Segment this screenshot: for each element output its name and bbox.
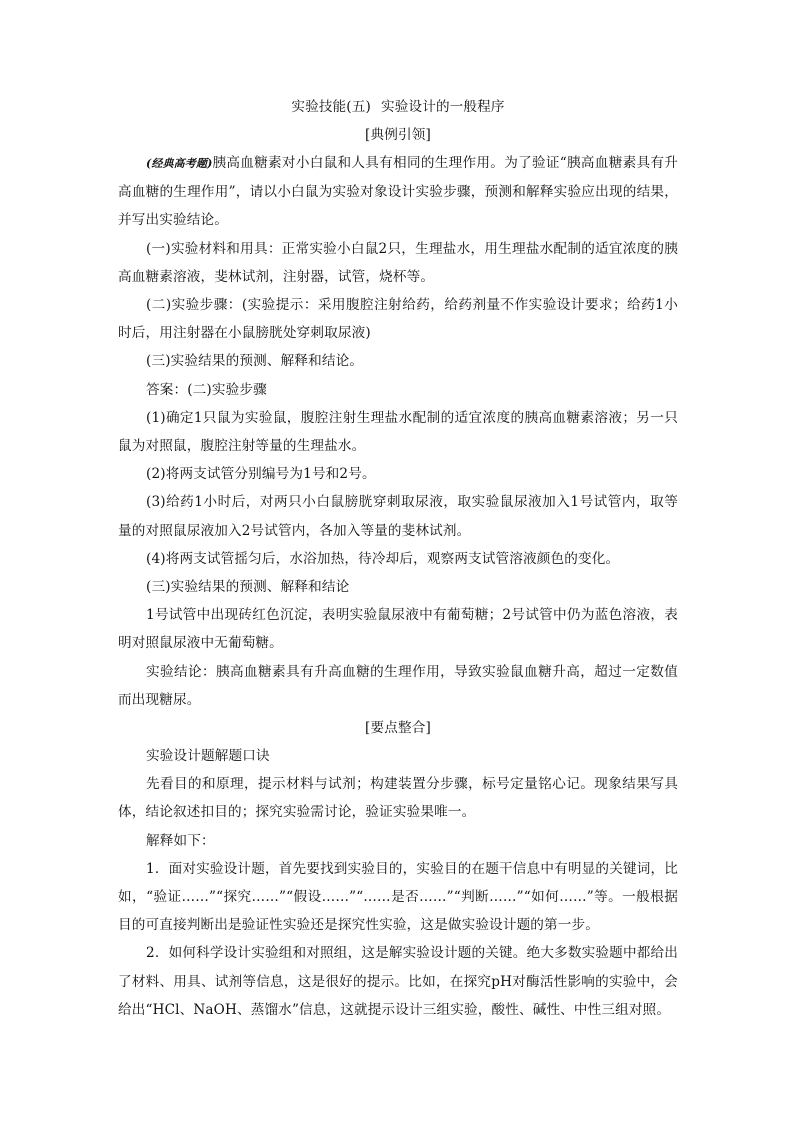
page-title: [118, 93, 678, 121]
answer-step-3: (3)给药1小时后，对两只小白鼠膀胱穿刺取尿液，取实验鼠尿液加入1号试管内，取等量的对照鼠尿液加入2号试管内，各加入等量的斐林试剂。: [118, 494, 678, 539]
key-point-1: 1．面对实验设计题，首先要找到实验目的，实验目的在题干信息中有明显的关键词，比如，“验证……”“探究……”“假设……”“……是否……”“判断……”“如何……”等。一般根据目的可直接判断出是验证性实验还是探究性实验，这是做实验设计题的第一步。: [118, 860, 678, 934]
results-heading: (三)实验结果的预测、解释和结论。: [146, 353, 364, 370]
answer-results-heading: (三)实验结果的预测、解释和结论: [146, 579, 350, 596]
source-tag: (经典高考题): [146, 157, 213, 170]
answer-step-4: (4)将两支试管摇匀后，水浴加热，待冷却后，观察两支试管溶液颜色的变化。: [146, 550, 620, 567]
key-point-2: 2．如何科学设计实验组和对照组，这是解实验设计题的关键。绝大多数实验题中都给出了材料、用具、试剂等信息，这是很好的提示。比如，在探究pH对酶活性影响的实验中，会给出“HCl、NaOH、蒸馏水”信息，这就提示设计三组实验，酸性、碱性、中性三组对照。: [118, 945, 678, 1018]
section-heading-example: [典例引领]: [365, 127, 431, 143]
example-intro-text: 胰高血糖素对小白鼠和人具有相同的生理作用。为了验证“胰高血糖素具有升高血糖的生理作用”，请以小白鼠为实验对象设计实验步骤，预测和解释实验应出现的结果，并写出实验结论。: [118, 155, 678, 229]
steps-paragraph: (二)实验步骤：(实验提示：采用腹腔注射给药，给药剂量不作实验设计要求；给药1小时后，用注射器在小鼠膀胱处穿刺取尿液): [118, 297, 678, 342]
answer-results-paragraph: 1号试管中出现砖红色沉淀，表明实验鼠尿液中有葡萄糖；2号试管中仍为蓝色溶液，表明对照鼠尿液中无葡萄糖。: [118, 607, 678, 652]
materials-paragraph: (一)实验材料和用具：正常实验小白鼠2只，生理盐水，用生理盐水配制的适宜浓度的胰高血糖素溶液，斐林试剂，注射器，试管，烧杯等。: [118, 240, 678, 285]
title-part-2: 实验设计的一般程序: [380, 99, 505, 115]
mnemonic-paragraph: 先看目的和原理，提示材料与试剂；构建装置分步骤，标号定量铭心记。现象结果写具体，结论叙述扣目的；探究实验需讨论，验证实验果唯一。: [118, 776, 678, 821]
mnemonic-title: 实验设计题解题口诀: [146, 748, 270, 765]
section-heading-key-points: [要点整合]: [365, 720, 431, 737]
answer-step-1: (1)确定1只鼠为实验鼠，腹腔注射生理盐水配制的适宜浓度的胰高血糖素溶液；另一只鼠为对照鼠，腹腔注射等量的生理盐水。: [118, 409, 678, 455]
explain-label: 解释如下：: [146, 832, 215, 849]
answer-label: 答案：(二)实验步骤: [146, 381, 267, 398]
example-intro-paragraph: [118, 149, 678, 235]
answer-step-2: (2)将两支试管分别编号为1号和2号。: [146, 466, 376, 483]
title-part-1: 实验技能(五): [291, 99, 371, 115]
document-body: [118, 93, 678, 1024]
conclusion-paragraph: 实验结论：胰高血糖素具有升高血糖的生理作用，导致实验鼠血糖升高，超过一定数值而出现糖尿。: [118, 663, 678, 708]
